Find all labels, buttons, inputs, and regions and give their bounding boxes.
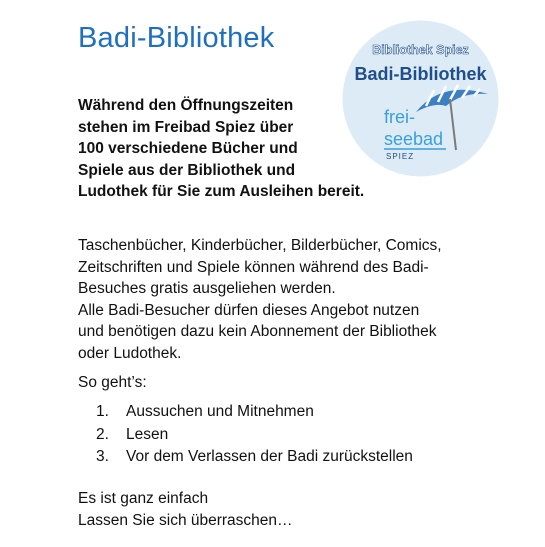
step-item bbox=[78, 424, 413, 447]
closing-line: Es ist ganz einfach bbox=[78, 490, 209, 507]
logo-brand-line1: frei- bbox=[384, 107, 415, 127]
body-line: Alle Badi-Besucher dürfen dieses Angebot nutzen bbox=[78, 301, 420, 319]
lead-line: Ludothek für Sie zum Ausleihen bereit. bbox=[78, 183, 365, 200]
howto-label: So geht’s: bbox=[78, 374, 147, 391]
steps-list bbox=[78, 401, 413, 469]
step-text: Lesen bbox=[126, 425, 169, 443]
lead-line: Spiele aus der Bibliothek und bbox=[78, 161, 296, 179]
logo-top-text: Bibliothek Spiez bbox=[372, 43, 469, 57]
body-line: und benötigen dazu kein Abonnement der Bibliothek bbox=[78, 323, 437, 340]
lead-line: 100 verschiedene Bücher und bbox=[78, 140, 298, 157]
step-item bbox=[78, 446, 413, 469]
step-text: Aussuchen und Mitnehmen bbox=[126, 403, 314, 420]
body-paragraph bbox=[78, 235, 442, 364]
page-title: Badi-Bibliothek bbox=[78, 22, 275, 54]
step-number: 1. bbox=[96, 403, 109, 420]
lead-line: Während den Öffnungszeiten bbox=[78, 97, 294, 114]
body-line: Besuches gratis ausgeliehen werden. bbox=[78, 280, 336, 297]
lead-line: stehen im Freibad Spiez über bbox=[78, 118, 294, 136]
body-line: Taschenbücher, Kinderbücher, Bilderbücher, Comics, bbox=[78, 237, 442, 254]
step-text: Vor dem Verlassen der Badi zurückstellen bbox=[126, 448, 413, 465]
step-item bbox=[78, 401, 413, 424]
step-number: 2. bbox=[96, 425, 109, 443]
badi-bibliothek-logo bbox=[342, 20, 499, 177]
body-line: oder Ludothek. bbox=[78, 344, 182, 362]
logo-brand-sub: SPIEZ bbox=[386, 152, 415, 161]
body-line: Zeitschriften und Spiele können während des Badi- bbox=[78, 258, 429, 276]
closing-paragraph bbox=[78, 488, 293, 531]
logo-main-text: Badi-Bibliothek bbox=[354, 64, 487, 84]
logo-brand-line2: seebad bbox=[384, 129, 444, 149]
closing-line: Lassen Sie sich überraschen… bbox=[78, 511, 293, 529]
step-number: 3. bbox=[96, 448, 109, 465]
lead-paragraph bbox=[78, 95, 364, 203]
